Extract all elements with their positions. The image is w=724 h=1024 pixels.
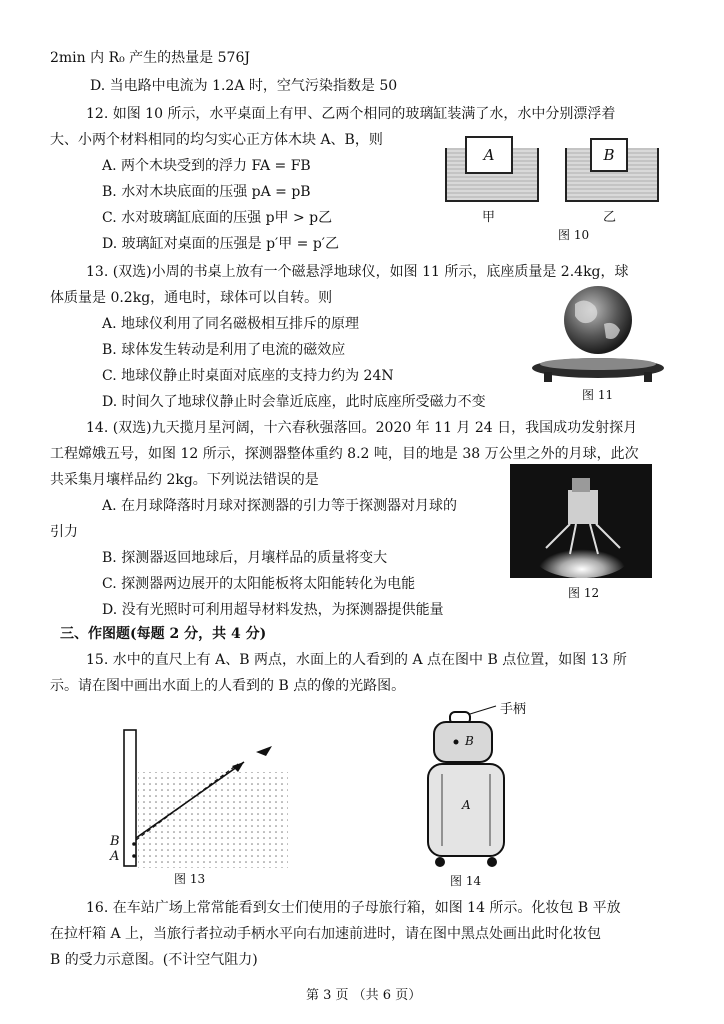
bag-b-label: B bbox=[465, 734, 474, 748]
q16-stem-line2: 在拉杆箱 A 上，当旅行者拉动手柄水平向右加速前进时，请在图中黑点处画出此时化妆包 bbox=[50, 926, 602, 942]
case-a-label: A bbox=[462, 798, 471, 812]
section-3-heading: 三、作图题(每题 2 分，共 4 分) bbox=[60, 626, 267, 642]
figure-10 bbox=[440, 130, 680, 245]
block-a: A bbox=[465, 136, 513, 174]
label-jia: 甲 bbox=[482, 210, 496, 225]
q12-option-a: A. 两个木块受到的浮力 FA = FB bbox=[102, 158, 311, 174]
q13-option-d: D. 时间久了地球仪静止时会靠近底座，此时底座所受磁力不变 bbox=[102, 394, 486, 410]
q13-stem-line2: 体质量是 0.2kg，通电时，球体可以自转。则 bbox=[50, 290, 333, 306]
q15-stem-line2: 示。请在图中画出水面上的人看到的 B 点的像的光路图。 bbox=[50, 678, 406, 694]
q12-option-c: C. 水对玻璃缸底面的压强 p甲 > p乙 bbox=[102, 210, 333, 226]
q13-option-c: C. 地球仪静止时桌面对底座的支持力约为 24N bbox=[102, 368, 394, 384]
lunar-lander-image bbox=[510, 464, 652, 578]
page-footer: 第 3 页 （共 6 页） bbox=[306, 988, 422, 1003]
ruler-refraction-diagram bbox=[100, 728, 300, 868]
prev-option-d: D. 当电路中电流为 1.2A 时，空气污染指数是 50 bbox=[90, 78, 398, 94]
figure-10-caption: 图 10 bbox=[558, 228, 590, 242]
figure-12-caption: 图 12 bbox=[568, 586, 600, 600]
figure-13 bbox=[100, 728, 300, 888]
q13-option-a: A. 地球仪利用了同名磁极相互排斥的原理 bbox=[102, 316, 360, 332]
q12-option-d: D. 玻璃缸对桌面的压强是 p′甲 = p′乙 bbox=[102, 236, 339, 252]
point-b-label: B bbox=[110, 834, 120, 849]
point-a-label: A bbox=[110, 849, 120, 864]
q14-stem-line3: 共采集月壤样品约 2kg。下列说法错误的是 bbox=[50, 472, 319, 488]
q13-option-b: B. 球体发生转动是利用了电流的磁效应 bbox=[102, 342, 346, 358]
figure-11-caption: 图 11 bbox=[582, 388, 614, 402]
q14-option-a-line2: 引力 bbox=[50, 524, 78, 540]
figure-11 bbox=[530, 284, 670, 402]
q14-option-b: B. 探测器返回地球后，月壤样品的质量将变大 bbox=[102, 550, 388, 566]
block-b: B bbox=[590, 138, 628, 172]
q14-option-a-line1: A. 在月球降落时月球对探测器的引力等于探测器对月球的 bbox=[102, 498, 458, 514]
q15-stem-line1: 15. 水中的直尺上有 A、B 两点，水面上的人看到的 A 点在图中 B 点位置，如图 13 所 bbox=[86, 652, 627, 668]
q12-stem-line2: 大、小两个材料相同的均匀实心正方体木块 A、B，则 bbox=[50, 132, 383, 148]
q14-option-c: C. 探测器两边展开的太阳能板将太阳能转化为电能 bbox=[102, 576, 416, 592]
handle-label: 手柄 bbox=[500, 702, 527, 717]
luggage-diagram bbox=[420, 700, 540, 870]
maglev-globe-image bbox=[530, 284, 670, 384]
q14-stem-line1: 14. (双选)九天揽月星河阔，十六春秋强落回。2020 年 11 月 24 日，我国成功发射探月 bbox=[86, 420, 638, 436]
label-yi: 乙 bbox=[603, 210, 617, 225]
q14-stem-line2: 工程嫦娥五号，如图 12 所示，探测器整体重约 8.2 吨，目的地是 38 万公里之外的月球，此次 bbox=[50, 446, 639, 462]
q16-stem-line1: 16. 在车站广场上常常能看到女士们使用的子母旅行箱，如图 14 所示。化妆包 B 平放 bbox=[86, 900, 621, 916]
figure-13-caption: 图 13 bbox=[174, 872, 206, 886]
q12-stem-line1: 12. 如图 10 所示，水平桌面上有甲、乙两个相同的玻璃缸装满了水，水中分别漂浮着 bbox=[86, 106, 616, 122]
figure-12 bbox=[510, 464, 680, 602]
q13-stem-line1: 13. (双选)小周的书桌上放有一个磁悬浮地球仪，如图 11 所示，底座质量是 2.4kg，球 bbox=[86, 264, 629, 280]
figure-14-caption: 图 14 bbox=[450, 874, 482, 888]
figure-14 bbox=[420, 700, 560, 890]
prev-question-line: 2min 内 R₀ 产生的热量是 576J bbox=[50, 50, 250, 66]
q14-option-d: D. 没有光照时可利用超导材料发热，为探测器提供能量 bbox=[102, 602, 444, 618]
q12-option-b: B. 水对木块底面的压强 pA = pB bbox=[102, 184, 311, 200]
q16-stem-line3: B 的受力示意图。(不计空气阻力) bbox=[50, 952, 258, 968]
